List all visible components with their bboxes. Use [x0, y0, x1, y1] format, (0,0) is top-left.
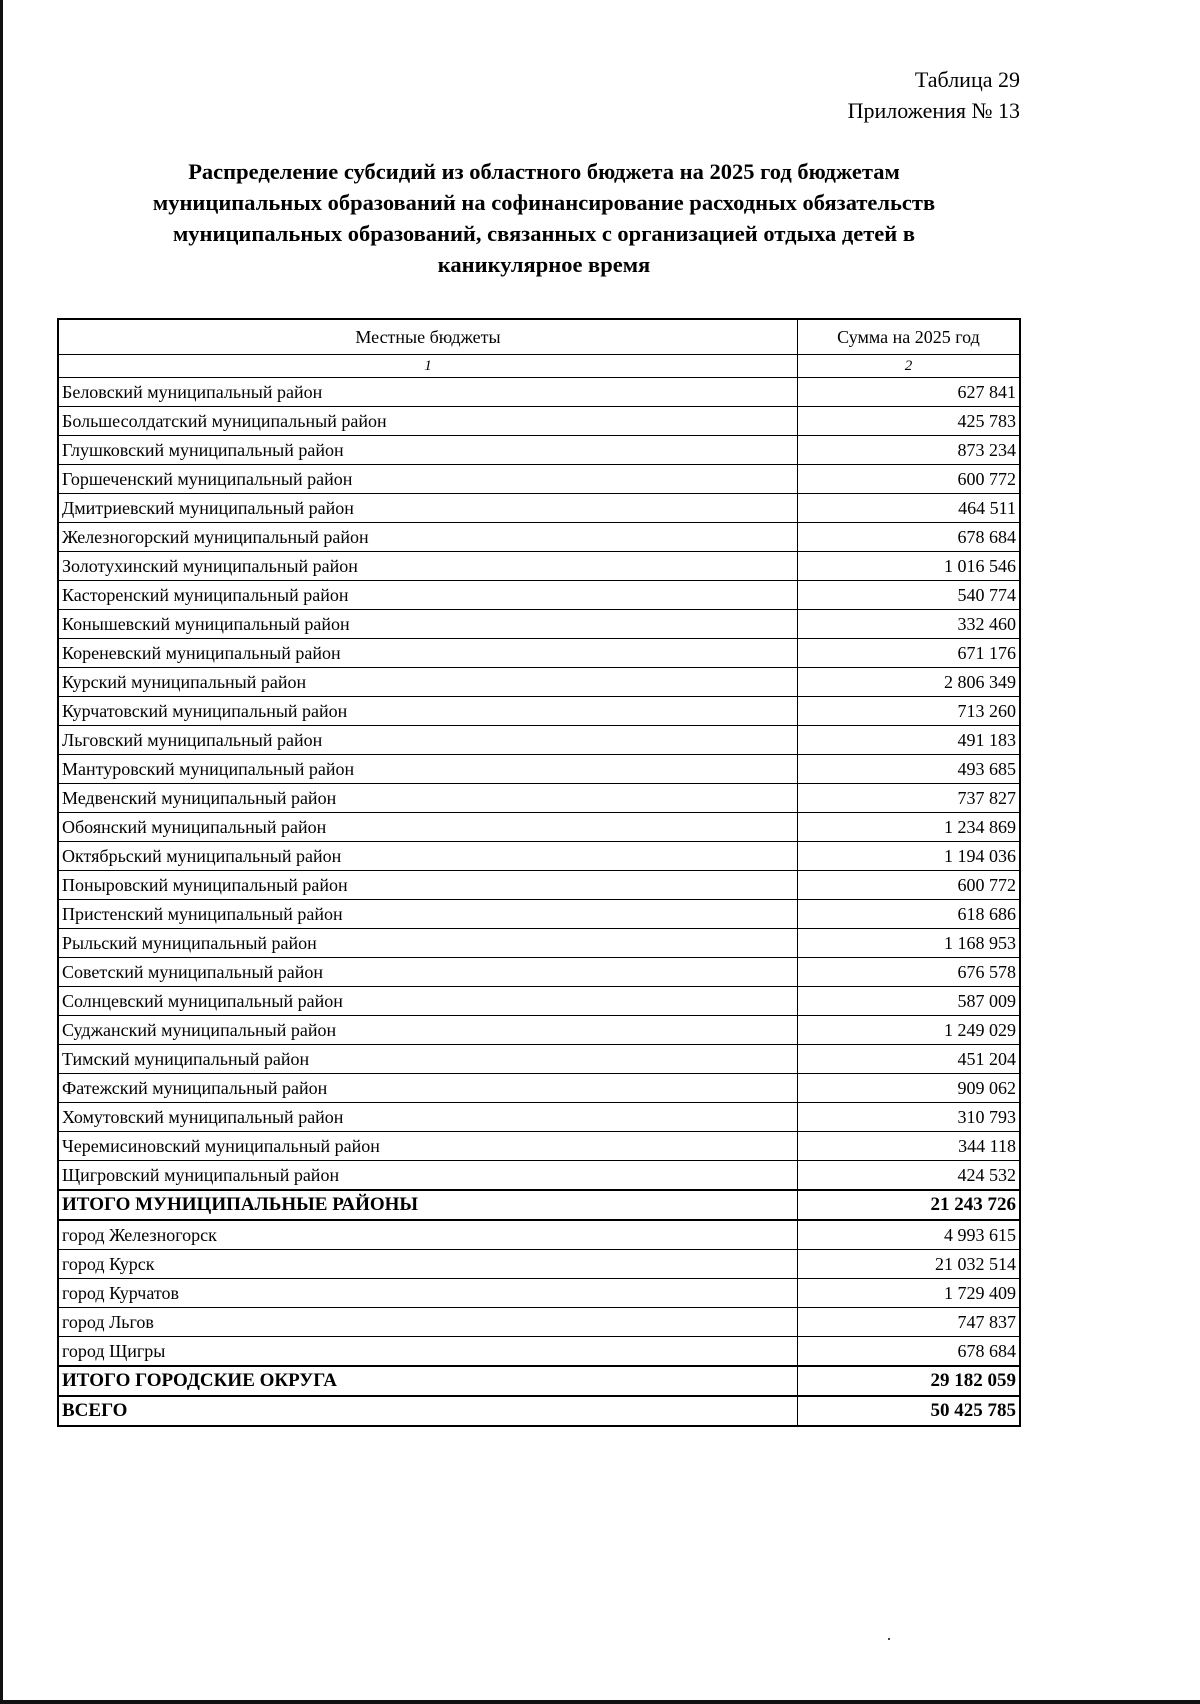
table-row	[58, 552, 1020, 581]
budget-name-cell: Курский муниципальный район	[58, 668, 798, 697]
budget-name-cell: Черемисиновский муниципальный район	[58, 1132, 798, 1161]
amount-cell: 1 016 546	[798, 552, 1021, 581]
column-index-row	[58, 355, 1020, 378]
budget-name-cell: город Курск	[58, 1250, 798, 1279]
table-row	[58, 929, 1020, 958]
budget-name-cell: Конышевский муниципальный район	[58, 610, 798, 639]
table-header-row	[58, 319, 1020, 355]
subsidy-table	[57, 318, 1021, 1427]
budget-name-cell: ВСЕГО	[58, 1396, 798, 1426]
amount-cell: 21 243 726	[798, 1190, 1021, 1220]
amount-cell: 713 260	[798, 697, 1021, 726]
table-row	[58, 813, 1020, 842]
amount-cell: 1 729 409	[798, 1279, 1021, 1308]
column-index: 1	[58, 355, 798, 378]
budget-name-cell: Тимский муниципальный район	[58, 1045, 798, 1074]
amount-cell: 671 176	[798, 639, 1021, 668]
budget-name-cell: Кореневский муниципальный район	[58, 639, 798, 668]
amount-cell: 618 686	[798, 900, 1021, 929]
column-index: 2	[798, 355, 1021, 378]
budget-name-cell: Рыльский муниципальный район	[58, 929, 798, 958]
column-header-budgets: Местные бюджеты	[58, 319, 798, 355]
budget-name-cell: Солнцевский муниципальный район	[58, 987, 798, 1016]
amount-cell: 1 194 036	[798, 842, 1021, 871]
scan-speck	[888, 1638, 890, 1640]
total-row	[58, 1366, 1020, 1396]
budget-name-cell: Льговский муниципальный район	[58, 726, 798, 755]
budget-name-cell: Щигровский муниципальный район	[58, 1161, 798, 1191]
table-row	[58, 407, 1020, 436]
budget-name-cell: Курчатовский муниципальный район	[58, 697, 798, 726]
amount-cell: 424 532	[798, 1161, 1021, 1191]
amount-cell: 425 783	[798, 407, 1021, 436]
table-row	[58, 900, 1020, 929]
amount-cell: 737 827	[798, 784, 1021, 813]
budget-name-cell: Мантуровский муниципальный район	[58, 755, 798, 784]
table-row	[58, 1250, 1020, 1279]
scan-edge-left	[0, 0, 3, 1704]
table-row	[58, 958, 1020, 987]
budget-name-cell: Горшеченский муниципальный район	[58, 465, 798, 494]
table-row	[58, 1045, 1020, 1074]
amount-cell: 491 183	[798, 726, 1021, 755]
table-row	[58, 842, 1020, 871]
budget-name-cell: Октябрьский муниципальный район	[58, 842, 798, 871]
amount-cell: 344 118	[798, 1132, 1021, 1161]
table-row	[58, 668, 1020, 697]
amount-cell: 540 774	[798, 581, 1021, 610]
amount-cell: 600 772	[798, 465, 1021, 494]
table-row	[58, 697, 1020, 726]
budget-name-cell: Суджанский муниципальный район	[58, 1016, 798, 1045]
budget-name-cell: Поныровский муниципальный район	[58, 871, 798, 900]
table-row	[58, 1308, 1020, 1337]
amount-cell: 678 684	[798, 1337, 1021, 1367]
amount-cell: 1 168 953	[798, 929, 1021, 958]
table-row	[58, 581, 1020, 610]
appendix-header	[848, 64, 1020, 126]
amount-cell: 627 841	[798, 378, 1021, 407]
budget-name-cell: Глушковский муниципальный район	[58, 436, 798, 465]
budget-name-cell: Дмитриевский муниципальный район	[58, 494, 798, 523]
table-row	[58, 1132, 1020, 1161]
table-row	[58, 1016, 1020, 1045]
budget-name-cell: Пристенский муниципальный район	[58, 900, 798, 929]
column-header-amount: Сумма на 2025 год	[798, 319, 1021, 355]
budget-name-cell: Железногорский муниципальный район	[58, 523, 798, 552]
budget-name-cell: Фатежский муниципальный район	[58, 1074, 798, 1103]
amount-cell: 29 182 059	[798, 1366, 1021, 1396]
budget-name-cell: город Железногорск	[58, 1220, 798, 1250]
table-row	[58, 1337, 1020, 1367]
amount-cell: 600 772	[798, 871, 1021, 900]
budget-name-cell: Обоянский муниципальный район	[58, 813, 798, 842]
table-row	[58, 1161, 1020, 1191]
appendix-number: Приложения № 13	[847, 98, 1020, 123]
table-body	[58, 378, 1020, 1427]
table-number: Таблица 29	[914, 67, 1020, 92]
title-line: муниципальных образований, связанных с организацией отдыха детей в	[172, 221, 916, 246]
table-row	[58, 726, 1020, 755]
amount-cell: 1 234 869	[798, 813, 1021, 842]
table-row	[58, 639, 1020, 668]
budget-name-cell: Беловский муниципальный район	[58, 378, 798, 407]
amount-cell: 464 511	[798, 494, 1021, 523]
amount-cell: 587 009	[798, 987, 1021, 1016]
budget-name-cell: Касторенский муниципальный район	[58, 581, 798, 610]
amount-cell: 678 684	[798, 523, 1021, 552]
amount-cell: 747 837	[798, 1308, 1021, 1337]
table-row	[58, 871, 1020, 900]
table-row	[58, 1074, 1020, 1103]
amount-cell: 310 793	[798, 1103, 1021, 1132]
amount-cell: 4 993 615	[798, 1220, 1021, 1250]
document-title	[110, 156, 978, 280]
amount-cell: 493 685	[798, 755, 1021, 784]
amount-cell: 2 806 349	[798, 668, 1021, 697]
table-row	[58, 436, 1020, 465]
table-row	[58, 378, 1020, 407]
budget-name-cell: ИТОГО ГОРОДСКИЕ ОКРУГА	[58, 1366, 798, 1396]
budget-name-cell: Медвенский муниципальный район	[58, 784, 798, 813]
table-row	[58, 610, 1020, 639]
table-row	[58, 523, 1020, 552]
title-line: Распределение субсидий из областного бюджета на 2025 год бюджетам	[188, 159, 900, 184]
budget-name-cell: город Щигры	[58, 1337, 798, 1367]
scan-edge-bottom	[0, 1700, 1200, 1704]
budget-name-cell: город Курчатов	[58, 1279, 798, 1308]
total-row	[58, 1190, 1020, 1220]
budget-name-cell: ИТОГО МУНИЦИПАЛЬНЫЕ РАЙОНЫ	[58, 1190, 798, 1220]
amount-cell: 873 234	[798, 436, 1021, 465]
budget-name-cell: Большесолдатский муниципальный район	[58, 407, 798, 436]
table-row	[58, 1103, 1020, 1132]
amount-cell: 1 249 029	[798, 1016, 1021, 1045]
title-line: муниципальных образований на софинансирование расходных обязательств	[152, 190, 936, 215]
budget-name-cell: Золотухинский муниципальный район	[58, 552, 798, 581]
amount-cell: 332 460	[798, 610, 1021, 639]
budget-name-cell: Советский муниципальный район	[58, 958, 798, 987]
amount-cell: 21 032 514	[798, 1250, 1021, 1279]
amount-cell: 50 425 785	[798, 1396, 1021, 1426]
table-row	[58, 465, 1020, 494]
amount-cell: 909 062	[798, 1074, 1021, 1103]
table-row	[58, 784, 1020, 813]
budget-name-cell: Хомутовский муниципальный район	[58, 1103, 798, 1132]
budget-name-cell: город Льгов	[58, 1308, 798, 1337]
table-row	[58, 755, 1020, 784]
amount-cell: 451 204	[798, 1045, 1021, 1074]
title-line: каникулярное время	[437, 252, 651, 277]
table-row	[58, 1279, 1020, 1308]
table-row	[58, 987, 1020, 1016]
table-row	[58, 494, 1020, 523]
amount-cell: 676 578	[798, 958, 1021, 987]
total-row	[58, 1396, 1020, 1426]
table-row	[58, 1220, 1020, 1250]
